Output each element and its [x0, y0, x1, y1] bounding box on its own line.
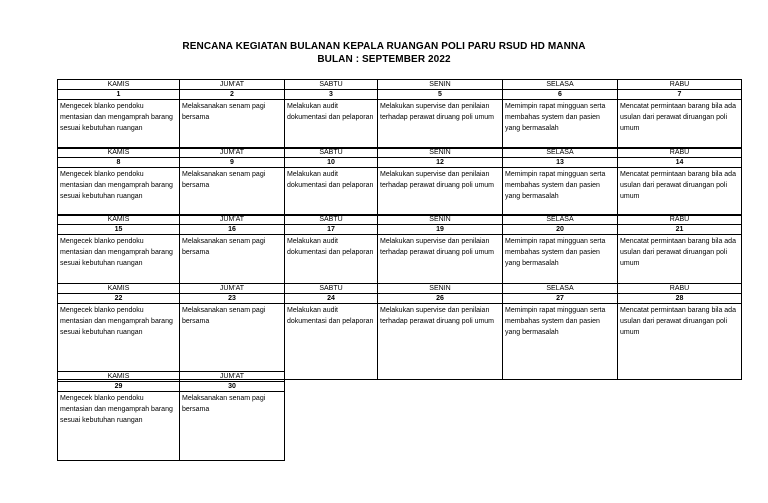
- activity-cell: Memimpin rapat mingguan serta membahas system dan pasien yang bermasalah: [502, 167, 618, 216]
- date-cell: 30: [179, 381, 285, 392]
- date-cell: 13: [502, 157, 618, 168]
- date-cell: 2: [179, 89, 285, 100]
- activity-cell: Mencatat permintaan barang bila ada usulan dari perawat diruangan poli umum: [617, 234, 742, 284]
- day-header-jumat: JUM'AT: [179, 371, 285, 382]
- day-header-sabtu: SABTU: [284, 214, 378, 225]
- date-cell: 20: [502, 224, 618, 235]
- activity-cell: Mengecek blanko pendoku mentasian dan mengamprah barang sesuai kebutuhan ruangan: [57, 167, 180, 216]
- day-header-selasa: SELASA: [502, 79, 618, 90]
- activity-cell: Memimpin rapat mingguan serta membahas system dan pasien yang bermasalah: [502, 99, 618, 149]
- activity-cell: Melakukan audit dokumentasi dan pelaporan: [284, 234, 378, 284]
- day-header-senin: SENIN: [377, 214, 503, 225]
- date-cell: 23: [179, 293, 285, 304]
- day-header-senin: SENIN: [377, 147, 503, 158]
- day-header-kamis: KAMIS: [57, 147, 180, 158]
- date-cell: 16: [179, 224, 285, 235]
- day-header-jumat: JUM'AT: [179, 79, 285, 90]
- date-cell: 7: [617, 89, 742, 100]
- date-cell: 14: [617, 157, 742, 168]
- document-subtitle-month: BULAN : SEPTEMBER 2022: [317, 54, 451, 65]
- date-cell: 29: [57, 381, 180, 392]
- activity-cell: Melakukan supervise dan penilaian terhadap perawat diruang poli umum: [377, 234, 503, 284]
- date-cell: 27: [502, 293, 618, 304]
- day-header-rabu: RABU: [617, 147, 742, 158]
- day-header-senin: SENIN: [377, 283, 503, 294]
- activity-cell: Melakukan supervise dan penilaian terhadap perawat diruang poli umum: [377, 167, 503, 216]
- activity-cell: Melakukan supervise dan penilaian terhadap perawat diruang poli umum: [377, 303, 503, 380]
- day-header-selasa: SELASA: [502, 214, 618, 225]
- activity-cell: Mengecek blanko pendoku mentasian dan mengamprah barang sesuai kebutuhan ruangan: [57, 391, 180, 461]
- document-title: RENCANA KEGIATAN BULANAN KEPALA RUANGAN POLI PARU RSUD HD MANNA: [182, 41, 586, 52]
- day-header-rabu: RABU: [617, 214, 742, 225]
- date-cell: 15: [57, 224, 180, 235]
- activity-cell: Melakukan audit dokumentasi dan pelaporan: [284, 303, 378, 380]
- activity-cell: Mencatat permintaan barang bila ada usulan dari perawat diruangan poli umum: [617, 167, 742, 216]
- day-header-rabu: RABU: [617, 283, 742, 294]
- day-header-senin: SENIN: [377, 79, 503, 90]
- day-header-kamis: KAMIS: [57, 79, 180, 90]
- date-cell: 17: [284, 224, 378, 235]
- activity-cell: Melaksanakan senam pagi bersama: [179, 167, 285, 216]
- date-cell: 8: [57, 157, 180, 168]
- activity-cell: Memimpin rapat mingguan serta membahas system dan pasien yang bermasalah: [502, 234, 618, 284]
- date-cell: 5: [377, 89, 503, 100]
- activity-cell: Melaksanakan senam pagi bersama: [179, 391, 285, 461]
- day-header-selasa: SELASA: [502, 283, 618, 294]
- date-cell: 22: [57, 293, 180, 304]
- activity-cell: Melaksanakan senam pagi bersama: [179, 99, 285, 149]
- activity-cell: Mengecek blanko pendoku mentasian dan mengamprah barang sesuai kebutuhan ruangan: [57, 234, 180, 284]
- date-cell: 12: [377, 157, 503, 168]
- activity-cell: Memimpin rapat mingguan serta membahas system dan pasien yang bermasalah: [502, 303, 618, 380]
- date-cell: 3: [284, 89, 378, 100]
- day-header-jumat: JUM'AT: [179, 147, 285, 158]
- activity-cell: Mengecek blanko pendoku mentasian dan mengamprah barang sesuai kebutuhan ruangan: [57, 303, 180, 380]
- date-cell: 9: [179, 157, 285, 168]
- day-header-selasa: SELASA: [502, 147, 618, 158]
- day-header-kamis: KAMIS: [57, 371, 180, 382]
- date-cell: 28: [617, 293, 742, 304]
- date-cell: 10: [284, 157, 378, 168]
- date-cell: 26: [377, 293, 503, 304]
- day-header-sabtu: SABTU: [284, 79, 378, 90]
- date-cell: 6: [502, 89, 618, 100]
- day-header-kamis: KAMIS: [57, 214, 180, 225]
- day-header-sabtu: SABTU: [284, 147, 378, 158]
- activity-cell: Melakukan audit dokumentasi dan pelaporan: [284, 99, 378, 149]
- activity-cell: Mencatat permintaan barang bila ada usulan dari perawat diruangan poli umum: [617, 303, 742, 380]
- day-header-rabu: RABU: [617, 79, 742, 90]
- date-cell: 21: [617, 224, 742, 235]
- day-header-sabtu: SABTU: [284, 283, 378, 294]
- date-cell: 24: [284, 293, 378, 304]
- activity-cell: Melakukan audit dokumentasi dan pelaporan: [284, 167, 378, 216]
- date-cell: 19: [377, 224, 503, 235]
- activity-cell: Mengecek blanko pendoku mentasian dan mengamprah barang sesuai kebutuhan ruangan: [57, 99, 180, 149]
- day-header-kamis: KAMIS: [57, 283, 180, 294]
- date-cell: 1: [57, 89, 180, 100]
- activity-cell: Melaksanakan senam pagi bersama: [179, 234, 285, 284]
- day-header-jumat: JUM'AT: [179, 214, 285, 225]
- activity-cell: Melaksanakan senam pagi bersama: [179, 303, 285, 380]
- day-header-jumat: JUM'AT: [179, 283, 285, 294]
- activity-cell: Melakukan supervise dan penilaian terhadap perawat diruang poli umum: [377, 99, 503, 149]
- activity-cell: Mencatat permintaan barang bila ada usulan dari perawat diruangan poli umum: [617, 99, 742, 149]
